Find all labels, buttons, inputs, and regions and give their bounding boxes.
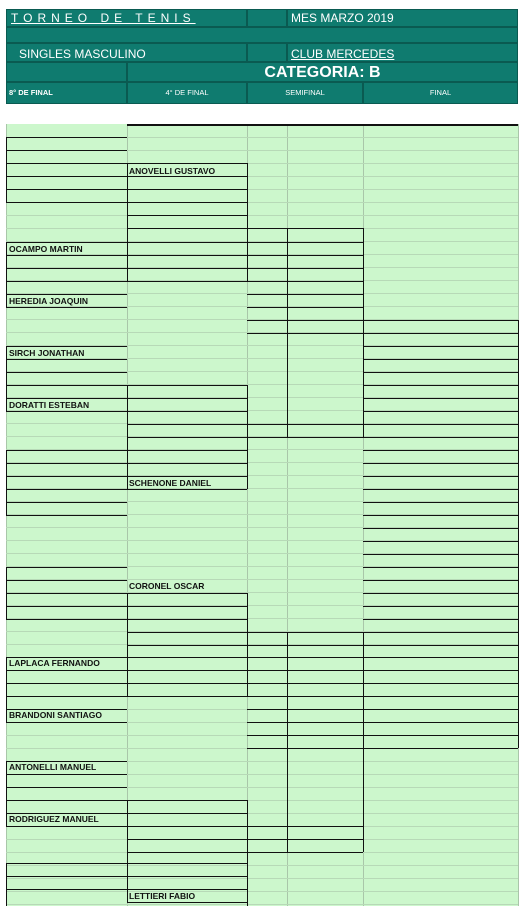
bracket-line: [247, 800, 248, 906]
bracket-line: [363, 398, 518, 399]
bracket-line: [287, 228, 288, 437]
bracket-line: [6, 593, 127, 594]
bracket-line: [6, 163, 127, 164]
bracket-line: [363, 333, 518, 334]
player-name: LAPLACA FERNANDO: [9, 658, 100, 668]
bracket-line: [127, 385, 128, 489]
bracket-line: [247, 228, 363, 229]
bracket-line: [6, 242, 7, 307]
bracket-line: [127, 476, 247, 477]
player-name: LETTIERI FABIO: [129, 891, 196, 901]
bracket-line: [127, 839, 247, 840]
bracket-line: [363, 528, 518, 529]
bracket-line: [247, 632, 363, 633]
bracket-line: [127, 657, 247, 658]
bracket-line: [6, 176, 127, 177]
grid-row-line: [6, 865, 518, 866]
bracket-line: [127, 902, 247, 903]
bracket-line: [363, 567, 518, 568]
bracket-line: [127, 632, 247, 633]
bracket-line: [127, 463, 247, 464]
bracket-line: [6, 346, 7, 411]
bracket-line: [6, 294, 127, 295]
bracket-line: [6, 515, 127, 516]
blank-band: [6, 104, 518, 124]
bracket-line: [6, 202, 127, 203]
category-cell: [127, 62, 518, 82]
bracket-line: [6, 876, 127, 877]
round-of-16-header: 8° DE FINAL: [9, 88, 53, 97]
bracket-line: [6, 150, 127, 151]
player-name: RODRIGUEZ MANUEL: [9, 814, 99, 824]
bracket-line: [6, 761, 7, 826]
bracket-line: [6, 863, 7, 906]
bracket-line: [6, 476, 127, 477]
bracket-line: [363, 735, 518, 736]
bracket-line: [6, 255, 127, 256]
bracket-line: [127, 255, 247, 256]
bracket-line: [6, 800, 127, 801]
bracket-line: [6, 580, 127, 581]
bracket-line: [127, 593, 247, 594]
bracket-line: [363, 683, 518, 684]
bracket-line: [363, 593, 518, 594]
bracket-line: [247, 683, 363, 684]
player-name: SIRCH JONATHAN: [9, 348, 85, 358]
bracket-line: [363, 619, 518, 620]
col-final: [363, 82, 518, 104]
bracket-line: [363, 463, 518, 464]
month-cell: [287, 9, 518, 27]
bracket-line: [247, 424, 363, 425]
bracket-line: [363, 320, 518, 321]
bracket-line: [127, 813, 247, 814]
bracket-line: [6, 411, 127, 412]
club-label: CLUB MERCEDES: [291, 47, 395, 61]
bracket-line: [363, 580, 518, 581]
col-semifinal: [247, 82, 363, 104]
grid-row-line: [6, 891, 518, 892]
bracket-line: [127, 852, 247, 853]
bracket-line: [6, 567, 127, 568]
quarterfinal-header: 4° DE FINAL: [165, 88, 209, 97]
bracket-line: [6, 346, 127, 347]
bracket-line: [247, 748, 363, 749]
bracket-line: [363, 709, 518, 710]
bracket-line: [247, 722, 363, 723]
bracket-line: [247, 645, 363, 646]
bracket-line: [6, 137, 7, 202]
semifinal-header: SEMIFINAL: [285, 88, 325, 97]
bracket-line: [247, 735, 363, 736]
bracket-line: [6, 657, 7, 722]
bracket-line: [6, 385, 127, 386]
bracket-line: [287, 632, 288, 852]
bracket-line: [6, 502, 127, 503]
bracket-line: [363, 411, 518, 412]
bracket-line: [6, 307, 127, 308]
bracket-line: [6, 359, 127, 360]
bracket-line: [127, 800, 247, 801]
bracket-line: [363, 450, 518, 451]
bracket-line: [127, 228, 247, 229]
col-round-of-16: [6, 82, 127, 104]
bracket-line: [247, 307, 363, 308]
player-name: HEREDIA JOAQUIN: [9, 296, 89, 306]
bracket-line: [127, 593, 128, 696]
grid-row-line: [6, 215, 518, 216]
player-name: ANOVELLI GUSTAVO: [129, 166, 216, 176]
bracket-line: [6, 372, 127, 373]
bracket-line: [127, 268, 247, 269]
player-name: ANTONELLI MANUEL: [9, 762, 97, 772]
bracket-line: [247, 839, 363, 840]
player-name: OCAMPO MARTIN: [9, 244, 83, 254]
event-cell: [6, 43, 247, 62]
bracket-line: [6, 606, 127, 607]
grid-row-line: [6, 878, 518, 879]
player-name: DORATTI ESTEBAN: [9, 400, 90, 410]
bracket-line: [6, 863, 127, 864]
bracket-line: [6, 268, 127, 269]
bracket-line: [127, 800, 128, 902]
bracket-line: [247, 268, 363, 269]
bracket-line: [127, 424, 247, 425]
bracket-line: [518, 320, 519, 748]
bracket-line: [6, 722, 127, 723]
bracket-line: [127, 696, 247, 697]
bracket-line: [247, 333, 363, 334]
bracket-line: [127, 124, 518, 126]
bracket-line: [6, 489, 127, 490]
club-cell: [287, 43, 518, 62]
bracket-line: [247, 163, 248, 281]
bracket-line: [127, 398, 247, 399]
bracket-line: [127, 189, 247, 190]
bracket-line: [6, 826, 127, 827]
bracket-line: [247, 826, 363, 827]
category-left-cell: [6, 62, 127, 82]
bracket-line: [363, 502, 518, 503]
bracket-line: [127, 619, 247, 620]
bracket-line: [6, 450, 127, 451]
bracket-line: [363, 632, 364, 852]
bracket-line: [127, 281, 247, 282]
bracket-line: [363, 696, 518, 697]
bracket-line: [6, 774, 127, 775]
bracket-line: [127, 863, 247, 864]
bracket-line: [6, 567, 7, 619]
category-label: CATEGORIA: B: [264, 64, 381, 81]
bracket-line: [363, 632, 518, 633]
col-quarterfinal: [127, 82, 247, 104]
final-header: FINAL: [429, 88, 452, 97]
header-spacer-cell: [247, 9, 287, 27]
bracket-line: [363, 670, 518, 671]
bracket-line: [363, 554, 518, 555]
bracket-line: [6, 189, 127, 190]
bracket-line: [247, 696, 363, 697]
bracket-line: [127, 437, 247, 438]
bracket-line: [247, 437, 363, 438]
player-name: SCHENONE DANIEL: [129, 478, 212, 488]
bracket-line: [247, 670, 363, 671]
bracket-line: [6, 670, 127, 671]
bracket-line: [127, 670, 247, 671]
bracket-line: [127, 411, 247, 412]
bracket-line: [127, 876, 247, 877]
bracket-line: [127, 176, 247, 177]
bracket-line: [127, 202, 247, 203]
bracket-line: [363, 437, 518, 438]
bracket-line: [363, 541, 518, 542]
bracket-line: [127, 683, 247, 684]
bracket-line: [127, 889, 247, 890]
bracket-line: [363, 722, 518, 723]
bracket-line: [363, 385, 518, 386]
title-cell: [6, 9, 247, 27]
bracket-line: [127, 826, 247, 827]
player-name: BRANDONI SANTIAGO: [9, 710, 103, 720]
bracket-line: [363, 476, 518, 477]
header-spacer-cell-2: [247, 43, 287, 62]
bracket-line: [6, 619, 127, 620]
bracket-line: [247, 852, 363, 853]
month-label: MES MARZO 2019: [291, 11, 394, 25]
bracket-line: [6, 137, 127, 138]
header-blank-row: [6, 27, 518, 43]
bracket-line: [363, 346, 518, 347]
bracket-line: [127, 385, 247, 386]
bracket-line: [127, 163, 128, 281]
bracket-line: [127, 242, 247, 243]
bracket-line: [6, 463, 127, 464]
bracket-line: [363, 515, 518, 516]
event-label: SINGLES MASCULINO: [19, 47, 146, 61]
bracket-line: [6, 787, 127, 788]
bracket-line: [6, 889, 127, 890]
bracket-line: [6, 696, 127, 697]
bracket-line: [127, 163, 247, 164]
bracket-line: [363, 657, 518, 658]
bracket-line: [6, 242, 127, 243]
bracket-line: [363, 372, 518, 373]
bracket-line: [363, 359, 518, 360]
bracket-line: [127, 489, 247, 490]
bracket-line: [363, 489, 518, 490]
bracket-line: [247, 657, 363, 658]
player-name: CORONEL OSCAR: [129, 581, 205, 591]
bracket-line: [127, 645, 247, 646]
bracket-line: [363, 606, 518, 607]
bracket-line: [6, 398, 127, 399]
bracket-line: [127, 450, 247, 451]
bracket-line: [127, 215, 247, 216]
bracket-line: [247, 242, 363, 243]
bracket-line: [6, 450, 7, 515]
bracket-line: [247, 255, 363, 256]
bracket-line: [363, 645, 518, 646]
bracket-line: [247, 709, 363, 710]
grid-row-line: [6, 904, 518, 905]
bracket-line: [363, 748, 518, 749]
tournament-title: TORNEO DE TENIS: [11, 11, 196, 25]
bracket-line: [247, 281, 363, 282]
bracket-line: [363, 424, 518, 425]
bracket-line: [247, 320, 363, 321]
bracket-line: [127, 606, 247, 607]
bracket-line: [247, 294, 363, 295]
bracket-line: [6, 281, 127, 282]
bracket-line: [6, 683, 127, 684]
